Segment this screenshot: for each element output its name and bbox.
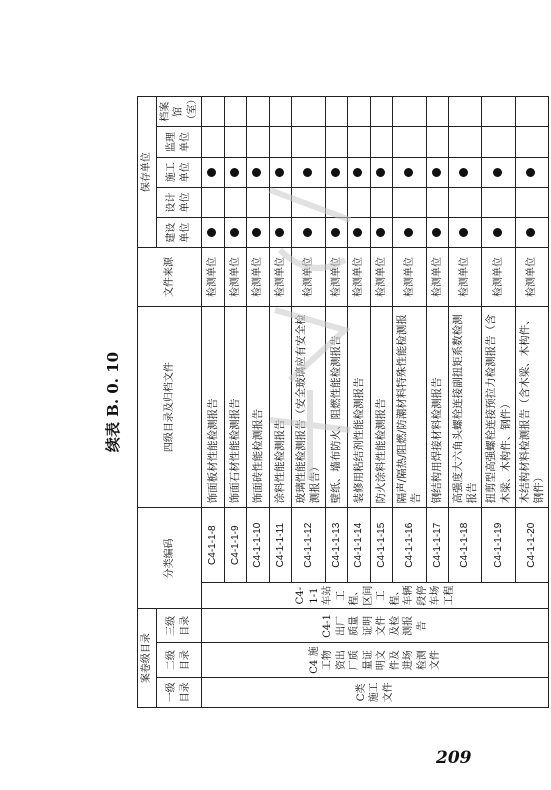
- row-code: C4-1-1-12: [292, 508, 325, 583]
- row-storage-mark: [449, 127, 482, 157]
- row-code: C4-1-1-18: [449, 508, 482, 583]
- row-code: C4-1-1-13: [325, 508, 348, 583]
- table-body: [138, 94, 549, 708]
- row-code: C4-1-1-8: [202, 508, 225, 583]
- row-document-name: 高强度大六角头螺栓连接副扭矩系数检测报告: [449, 306, 482, 508]
- row-storage-mark: [325, 187, 348, 217]
- table-row: [202, 97, 225, 708]
- row-source: 检测单位: [370, 248, 393, 306]
- row-code: C4-1-1-14: [348, 508, 371, 583]
- filled-dot-icon: [207, 168, 216, 177]
- header-row-1: [138, 97, 157, 708]
- header-unit-builder: 施工单位: [156, 157, 202, 187]
- filled-dot-icon: [493, 228, 502, 237]
- row-storage-mark: [449, 97, 482, 127]
- filled-dot-icon: [526, 168, 535, 177]
- row-document-name: 涂料性能检测报告: [269, 306, 292, 508]
- row-source: 检测单位: [325, 248, 348, 306]
- header-level4: 四级目录及归档文件: [138, 306, 202, 508]
- row-document-name: 壁纸、墙布防火、阻燃性能检测报告: [325, 306, 348, 508]
- row-storage-mark: [292, 97, 325, 127]
- row-document-name: 隔声/隔热/阻燃/防潮材料特殊性能检测报告: [393, 306, 426, 508]
- row-storage-mark: [515, 218, 548, 248]
- group-level2: C4 施工物资出厂质量证明文件及进场检测文件: [202, 643, 549, 677]
- row-storage-mark: [348, 157, 371, 187]
- row-storage-mark: [348, 218, 371, 248]
- row-storage-mark: [370, 127, 393, 157]
- filled-dot-icon: [353, 168, 362, 177]
- row-document-name: 装修用粘结剂性能检测报告: [348, 306, 371, 508]
- row-storage-mark: [426, 157, 449, 187]
- filled-dot-icon: [303, 228, 312, 237]
- row-document-name: 木结构材料检测报告（含木梁、木构件、钢件）: [515, 306, 548, 508]
- row-storage-mark: [292, 187, 325, 217]
- filled-dot-icon: [432, 168, 441, 177]
- row-storage-mark: [224, 97, 247, 127]
- row-code: C4-1-1-17: [426, 508, 449, 583]
- row-storage-mark: [202, 157, 225, 187]
- header-unit-supervisor: 监理单位: [156, 127, 202, 157]
- row-code: C4-1-1-9: [224, 508, 247, 583]
- filled-dot-icon: [331, 228, 340, 237]
- row-storage-mark: [482, 157, 515, 187]
- page-number: 209: [436, 748, 472, 768]
- row-document-name: 钢结构用焊接材料检测报告: [426, 306, 449, 508]
- row-source: 检测单位: [393, 248, 426, 306]
- row-document-name: 防火涂料性能检测报告: [370, 306, 393, 508]
- row-source: 检测单位: [224, 248, 247, 306]
- filled-dot-icon: [404, 228, 413, 237]
- row-storage-mark: [202, 127, 225, 157]
- filled-dot-icon: [275, 168, 284, 177]
- row-storage-mark: [393, 127, 426, 157]
- row-storage-mark: [515, 127, 548, 157]
- header-storage-unit: 保存单位: [138, 97, 157, 248]
- row-source: 检测单位: [482, 248, 515, 306]
- row-storage-mark: [348, 97, 371, 127]
- row-code: C4-1-1-19: [482, 508, 515, 583]
- row-storage-mark: [247, 97, 270, 127]
- row-storage-mark: [515, 157, 548, 187]
- row-storage-mark: [515, 97, 548, 127]
- filled-dot-icon: [252, 228, 261, 237]
- row-source: 检测单位: [247, 248, 270, 306]
- row-storage-mark: [348, 127, 371, 157]
- row-storage-mark: [426, 218, 449, 248]
- table-caption: 续表 B. 0. 10: [103, 351, 122, 453]
- row-storage-mark: [426, 97, 449, 127]
- header-unit-archive: 档案馆（室）: [156, 97, 202, 127]
- row-storage-mark: [370, 187, 393, 217]
- filled-dot-icon: [275, 228, 284, 237]
- filled-dot-icon: [459, 168, 468, 177]
- filled-dot-icon: [303, 168, 312, 177]
- header-archive-level: 案卷级目录: [138, 609, 157, 708]
- row-source: 检测单位: [348, 248, 371, 306]
- row-storage-mark: [482, 218, 515, 248]
- row-document-name: 扭剪型高强螺栓连接预拉力检测报告（含木梁、木构件、钢件）: [482, 306, 515, 508]
- row-storage-mark: [269, 187, 292, 217]
- filled-dot-icon: [353, 228, 362, 237]
- header-source: 文件来源: [138, 248, 202, 306]
- row-storage-mark: [247, 187, 270, 217]
- row-storage-mark: [325, 127, 348, 157]
- row-storage-mark: [325, 218, 348, 248]
- row-storage-mark: [449, 157, 482, 187]
- header-level1: 一级目录: [156, 677, 202, 707]
- row-storage-mark: [325, 97, 348, 127]
- header-level3: 三级目录: [156, 609, 202, 643]
- row-storage-mark: [482, 97, 515, 127]
- row-storage-mark: [247, 127, 270, 157]
- archive-table: [137, 96, 549, 708]
- header-unit-construction: 建设单位: [156, 218, 202, 248]
- filled-dot-icon: [459, 228, 468, 237]
- row-storage-mark: [224, 187, 247, 217]
- row-storage-mark: [426, 127, 449, 157]
- row-document-name: 饰面石材性能检测报告: [224, 306, 247, 508]
- row-storage-mark: [325, 157, 348, 187]
- row-storage-mark: [202, 218, 225, 248]
- row-source: 检测单位: [202, 248, 225, 306]
- row-storage-mark: [292, 218, 325, 248]
- header-level2: 二级目录: [156, 643, 202, 677]
- row-source: 检测单位: [515, 248, 548, 306]
- row-code: C4-1-1-20: [515, 508, 548, 583]
- row-code: C4-1-1-11: [269, 508, 292, 583]
- row-document-name: 饰面砖性能检测报告: [247, 306, 270, 508]
- filled-dot-icon: [404, 168, 413, 177]
- row-storage-mark: [224, 127, 247, 157]
- row-storage-mark: [449, 187, 482, 217]
- row-storage-mark: [224, 157, 247, 187]
- row-storage-mark: [202, 97, 225, 127]
- header-category-code: 分类编码: [138, 508, 202, 609]
- row-storage-mark: [269, 127, 292, 157]
- row-storage-mark: [482, 127, 515, 157]
- row-storage-mark: [482, 187, 515, 217]
- filled-dot-icon: [230, 228, 239, 237]
- row-storage-mark: [370, 157, 393, 187]
- filled-dot-icon: [376, 168, 385, 177]
- row-storage-mark: [515, 187, 548, 217]
- row-source: 检测单位: [449, 248, 482, 306]
- filled-dot-icon: [432, 228, 441, 237]
- group-level1: C类施工文件: [202, 677, 549, 707]
- row-storage-mark: [393, 97, 426, 127]
- row-storage-mark: [393, 187, 426, 217]
- filled-dot-icon: [376, 228, 385, 237]
- row-code: C4-1-1-15: [370, 508, 393, 583]
- row-document-name: 饰面板材性能检测报告: [202, 306, 225, 508]
- row-source: 检测单位: [292, 248, 325, 306]
- filled-dot-icon: [331, 168, 340, 177]
- group-level3: C4-1 出厂质量证明文件及检测报告: [202, 609, 549, 643]
- row-source: 检测单位: [426, 248, 449, 306]
- row-storage-mark: [247, 157, 270, 187]
- row-storage-mark: [224, 218, 247, 248]
- row-storage-mark: [370, 218, 393, 248]
- row-code: C4-1-1-16: [393, 508, 426, 583]
- row-storage-mark: [348, 187, 371, 217]
- row-storage-mark: [292, 127, 325, 157]
- row-storage-mark: [393, 157, 426, 187]
- filled-dot-icon: [526, 228, 535, 237]
- row-storage-mark: [269, 218, 292, 248]
- group-code: C4-1-1 车站工程、区间工程、车辆段停车场工程: [202, 583, 549, 609]
- row-document-name: 玻璃性能检测报告（安全玻璃应有安全检测报告）: [292, 306, 325, 508]
- row-storage-mark: [247, 218, 270, 248]
- row-storage-mark: [202, 187, 225, 217]
- filled-dot-icon: [230, 168, 239, 177]
- row-code: C4-1-1-10: [247, 508, 270, 583]
- row-storage-mark: [426, 187, 449, 217]
- header-unit-design: 设计单位: [156, 187, 202, 217]
- row-storage-mark: [393, 218, 426, 248]
- row-source: 检测单位: [269, 248, 292, 306]
- row-storage-mark: [269, 97, 292, 127]
- filled-dot-icon: [252, 168, 261, 177]
- rotated-table-page: [95, 94, 545, 708]
- row-storage-mark: [449, 218, 482, 248]
- filled-dot-icon: [207, 228, 216, 237]
- row-storage-mark: [370, 97, 393, 127]
- row-storage-mark: [292, 157, 325, 187]
- row-storage-mark: [269, 157, 292, 187]
- filled-dot-icon: [493, 168, 502, 177]
